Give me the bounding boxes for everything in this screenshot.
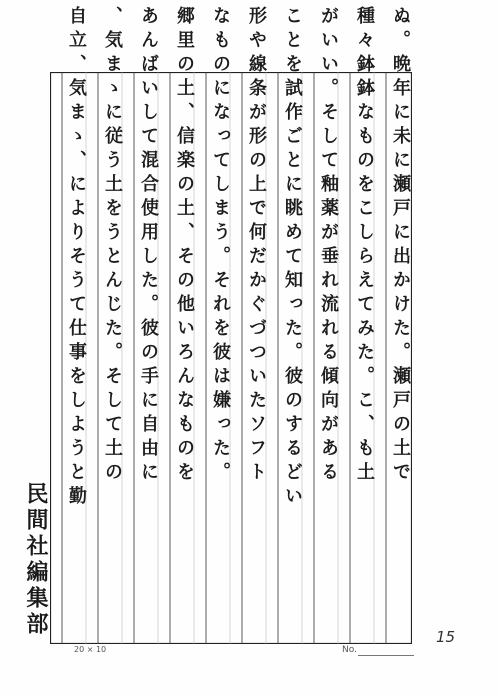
text-column-6: なものになってしまう。それを彼は嫌った。	[210, 6, 231, 486]
text-column-2: 種々鉢鉢なものをこしらえてみた。こ、も土	[354, 6, 375, 486]
text-column-4: ことを試作ごとに眺めて知った。彼のするどい	[282, 6, 303, 510]
text-column-9: 、気まゝに従う土をうとんじた。そして土の	[102, 6, 123, 486]
page-no-label: No.	[342, 645, 357, 655]
text-column-5: 形や線条が形の上で何だかぐづついたソフト	[246, 6, 267, 486]
paper-size-label: 20 × 10	[74, 645, 107, 654]
text-column-1: ぬ。晩年に未に瀬戸に出かけた。瀬戸の土で	[390, 6, 411, 486]
text-column-10: 自立、気まゝ、によりそうて仕事をしようと勤	[66, 6, 87, 510]
page-number: 15	[436, 628, 456, 646]
text-column-8: あんばいして混合使用した。彼の手に自由に	[138, 6, 159, 486]
publisher-signature: 民間社編集部	[23, 482, 49, 638]
page-no-line	[358, 655, 414, 656]
text-column-3: がいい。そして釉薬が垂れ流れる傾向がある	[318, 6, 339, 486]
text-column-7: 郷里の土、信楽の土、その他いろんなものを	[174, 6, 195, 486]
